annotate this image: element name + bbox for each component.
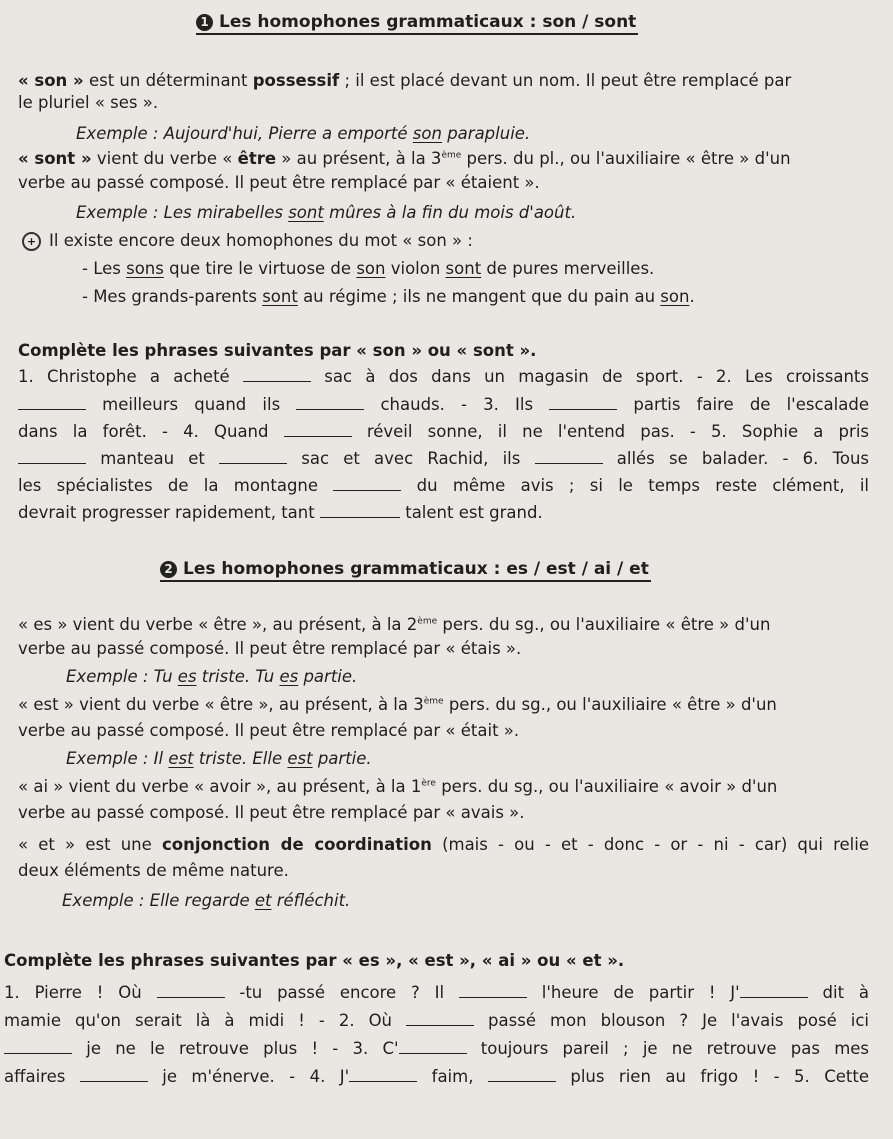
es-ex-a: Exemple : Tu	[66, 667, 178, 686]
note-marker-icon: +	[22, 232, 41, 251]
es-definition-line-1	[18, 614, 869, 636]
es-ex-w1: es	[177, 667, 197, 686]
answer-blank[interactable]	[243, 367, 311, 382]
ai-def-a: « ai » vient du verbe « avoir », au présent, à la 1	[18, 777, 422, 796]
est-ex-a: Exemple : Il	[66, 749, 169, 768]
son-example-word: son	[412, 124, 442, 143]
son-example	[76, 123, 869, 145]
section-2-title-text: Les homophones grammaticaux : es / est / ai / et	[183, 559, 649, 579]
answer-blank[interactable]	[296, 395, 364, 410]
sont-example	[76, 202, 869, 224]
ex2-l1a: 1. Pierre ! Où	[4, 983, 142, 1002]
sont-example-suffix: mûres à la fin du mois d'août.	[323, 203, 577, 222]
answer-blank[interactable]	[219, 449, 287, 464]
exercise-1-line-4	[18, 448, 869, 470]
ex1-l1a: 1. Christophe a acheté	[18, 367, 230, 386]
ex2-l2b: passé mon blouson ? Je l'avais posé ici	[488, 1011, 869, 1030]
exercise-2-line-1	[4, 982, 869, 1004]
ex2-l4a: affaires	[4, 1067, 66, 1086]
ex2-l4b: je m'énerve. - 4. J'	[162, 1067, 350, 1086]
note-ex1-c: violon	[385, 259, 446, 278]
answer-blank[interactable]	[459, 983, 527, 998]
son-definition-line-1	[18, 70, 869, 92]
note-text: Il existe encore deux homophones du mot « son » :	[49, 231, 473, 250]
sont-def-text-c: pers. du pl., ou l'auxiliaire « être » d'un	[461, 149, 791, 168]
ex1-l5b: du même avis ; si le temps reste clément, il	[416, 476, 870, 495]
note-line	[22, 230, 869, 252]
es-ex-c: partie.	[298, 667, 358, 686]
es-ex-w2: es	[279, 667, 299, 686]
section-1-title-text: Les homophones grammaticaux : son / sont	[219, 12, 637, 32]
ex1-l5a: les spécialistes de la montagne	[18, 476, 319, 495]
sont-def-text-b: » au présent, à la 3	[276, 149, 442, 168]
est-ex-c: partie.	[312, 749, 372, 768]
ex1-l1b: sac à dos dans un magasin de sport. - 2. Les croissants	[324, 367, 869, 386]
ex1-l3b: réveil sonne, il ne l'entend pas. - 5. Sophie a pris	[366, 422, 869, 441]
answer-blank[interactable]	[320, 503, 400, 518]
son-def-bold: possessif	[252, 71, 340, 90]
ex1-l3a: dans la forêt. - 4. Quand	[18, 422, 269, 441]
exercise-2-line-2	[4, 1010, 869, 1032]
note-ex2-b: au régime ; ils ne mangent que du pain au	[297, 287, 661, 306]
sont-example-prefix: Exemple : Les mirabelles	[76, 203, 289, 222]
answer-blank[interactable]	[549, 395, 617, 410]
section-1-number: 1	[196, 14, 213, 31]
note-ex1-w2: son	[356, 259, 386, 278]
ai-def-sup: ère	[421, 778, 436, 789]
section-2-title	[160, 558, 651, 582]
est-def-sup: ème	[423, 696, 444, 707]
sont-def-verb: être	[237, 149, 277, 168]
sont-example-word: sont	[288, 203, 324, 222]
note-ex1-d: de pures merveilles.	[481, 259, 655, 278]
answer-blank[interactable]	[535, 449, 603, 464]
ex1-l2a: meilleurs quand ils	[102, 395, 281, 414]
section-1-title	[196, 11, 638, 35]
answer-blank[interactable]	[4, 1039, 72, 1054]
note-ex2-w2: son	[660, 287, 690, 306]
exercise-2-line-4	[4, 1066, 869, 1088]
est-def-b: pers. du sg., ou l'auxiliaire « être » d'un	[443, 695, 777, 714]
note-example-2	[82, 286, 869, 308]
son-example-prefix: Exemple : Aujourd'hui, Pierre a emporté	[76, 124, 413, 143]
answer-blank[interactable]	[284, 422, 352, 437]
exercise-2-line-3	[4, 1038, 869, 1060]
sont-definition-line-1	[18, 148, 869, 170]
note-ex2-a: - Mes grands-parents	[82, 287, 263, 306]
est-def-a: « est » vient du verbe « être », au présent, à la 3	[18, 695, 424, 714]
ex2-l3a: je ne le retrouve plus ! - 3. C'	[86, 1039, 399, 1058]
son-definition-line-2: le pluriel « ses ».	[18, 93, 159, 112]
es-def-a: « es » vient du verbe « être », au présent, à la 2	[18, 615, 418, 634]
est-ex-w1: est	[168, 749, 194, 768]
ex2-l3b: toujours pareil ; je ne retrouve pas mes	[480, 1039, 870, 1058]
et-ex-b: réfléchit.	[271, 891, 351, 910]
answer-blank[interactable]	[349, 1067, 417, 1082]
answer-blank[interactable]	[399, 1039, 467, 1054]
note-ex1-b: que tire le virtuose de	[163, 259, 357, 278]
ex1-l6b: talent est grand.	[405, 503, 543, 522]
son-example-suffix: parapluie.	[441, 124, 531, 143]
es-def-b: pers. du sg., ou l'auxiliaire « être » d'un	[437, 615, 771, 634]
son-def-text-b: ; il est placé devant un nom. Il peut être remplacé par	[339, 71, 792, 90]
ex2-l1b: -tu passé encore ? Il	[239, 983, 445, 1002]
sont-definition-line-2: verbe au passé composé. Il peut être remplacé par « étaient ».	[18, 173, 540, 192]
answer-blank[interactable]	[406, 1011, 474, 1026]
est-ex-b: triste. Elle	[193, 749, 288, 768]
est-definition-line-2: verbe au passé composé. Il peut être remplacé par « était ».	[18, 721, 520, 740]
exercise-1-line-5	[18, 475, 869, 497]
answer-blank[interactable]	[18, 395, 86, 410]
son-def-text-a: est un déterminant	[83, 71, 253, 90]
note-ex1-w3: sont	[445, 259, 482, 278]
answer-blank[interactable]	[18, 449, 86, 464]
est-definition-line-1	[18, 694, 869, 716]
note-ex2-c: .	[689, 287, 695, 306]
ex1-l4c: allés se balader. - 6. Tous	[616, 449, 870, 468]
ex1-l4b: sac et avec Rachid, ils	[301, 449, 521, 468]
et-example	[62, 890, 869, 912]
ex2-l4d: plus rien au frigo ! - 5. Cette	[570, 1067, 869, 1086]
ai-definition-line-1	[18, 776, 869, 798]
et-def-bold: conjonction de coordination	[161, 835, 432, 854]
et-definition-line-2: deux éléments de même nature.	[18, 861, 289, 880]
ex1-l2b: chauds. - 3. Ils	[380, 395, 534, 414]
et-def-a: « et » est une	[18, 835, 162, 854]
ai-definition-line-2: verbe au passé composé. Il peut être remplacé par « avais ».	[18, 803, 525, 822]
answer-blank[interactable]	[157, 983, 225, 998]
note-example-1	[82, 258, 869, 280]
sont-def-text-a: vient du verbe «	[91, 149, 238, 168]
et-ex-w: et	[254, 891, 272, 910]
section-2-number: 2	[160, 561, 177, 578]
ex1-l4a: manteau et	[100, 449, 205, 468]
es-def-sup: ème	[417, 616, 438, 627]
ex2-l4c: faim,	[431, 1067, 474, 1086]
sont-term: « sont »	[18, 149, 92, 168]
sont-def-sup: ème	[441, 150, 462, 161]
est-ex-w2: est	[287, 749, 313, 768]
es-example	[66, 666, 869, 688]
et-definition-line-1	[18, 834, 869, 856]
es-ex-b: triste. Tu	[196, 667, 280, 686]
exercise-1-line-6	[18, 502, 869, 524]
answer-blank[interactable]	[80, 1067, 148, 1082]
et-def-b: (mais - ou - et - donc - or - ni - car) qui relie	[431, 835, 870, 854]
exercise-2-instruction: Complète les phrases suivantes par « es », « est », « ai » ou « et ».	[4, 951, 625, 970]
ex2-l1d: dit à	[822, 983, 870, 1002]
est-example	[66, 748, 869, 770]
son-term: « son »	[18, 71, 84, 90]
ex2-l1c: l'heure de partir ! J'	[541, 983, 740, 1002]
et-ex-a: Exemple : Elle regarde	[62, 891, 255, 910]
exercise-1-instruction: Complète les phrases suivantes par « son » ou « sont ».	[18, 341, 537, 360]
note-ex2-w1: sont	[262, 287, 298, 306]
ex2-l2a: mamie qu'on serait là à midi ! - 2. Où	[4, 1011, 393, 1030]
answer-blank[interactable]	[333, 476, 401, 491]
ex1-l6a: devrait progresser rapidement, tant	[18, 503, 315, 522]
es-definition-line-2: verbe au passé composé. Il peut être remplacé par « étais ».	[18, 639, 522, 658]
ex1-l2c: partis faire de l'escalade	[633, 395, 869, 414]
exercise-1-line-2	[18, 394, 869, 416]
ai-def-b: pers. du sg., ou l'auxiliaire « avoir » d'un	[435, 777, 778, 796]
exercise-1-line-3	[18, 421, 869, 443]
note-ex1-a: - Les	[82, 259, 127, 278]
note-ex1-w1: sons	[126, 259, 164, 278]
answer-blank[interactable]	[740, 983, 808, 998]
answer-blank[interactable]	[488, 1067, 556, 1082]
exercise-1-line-1	[18, 366, 869, 388]
